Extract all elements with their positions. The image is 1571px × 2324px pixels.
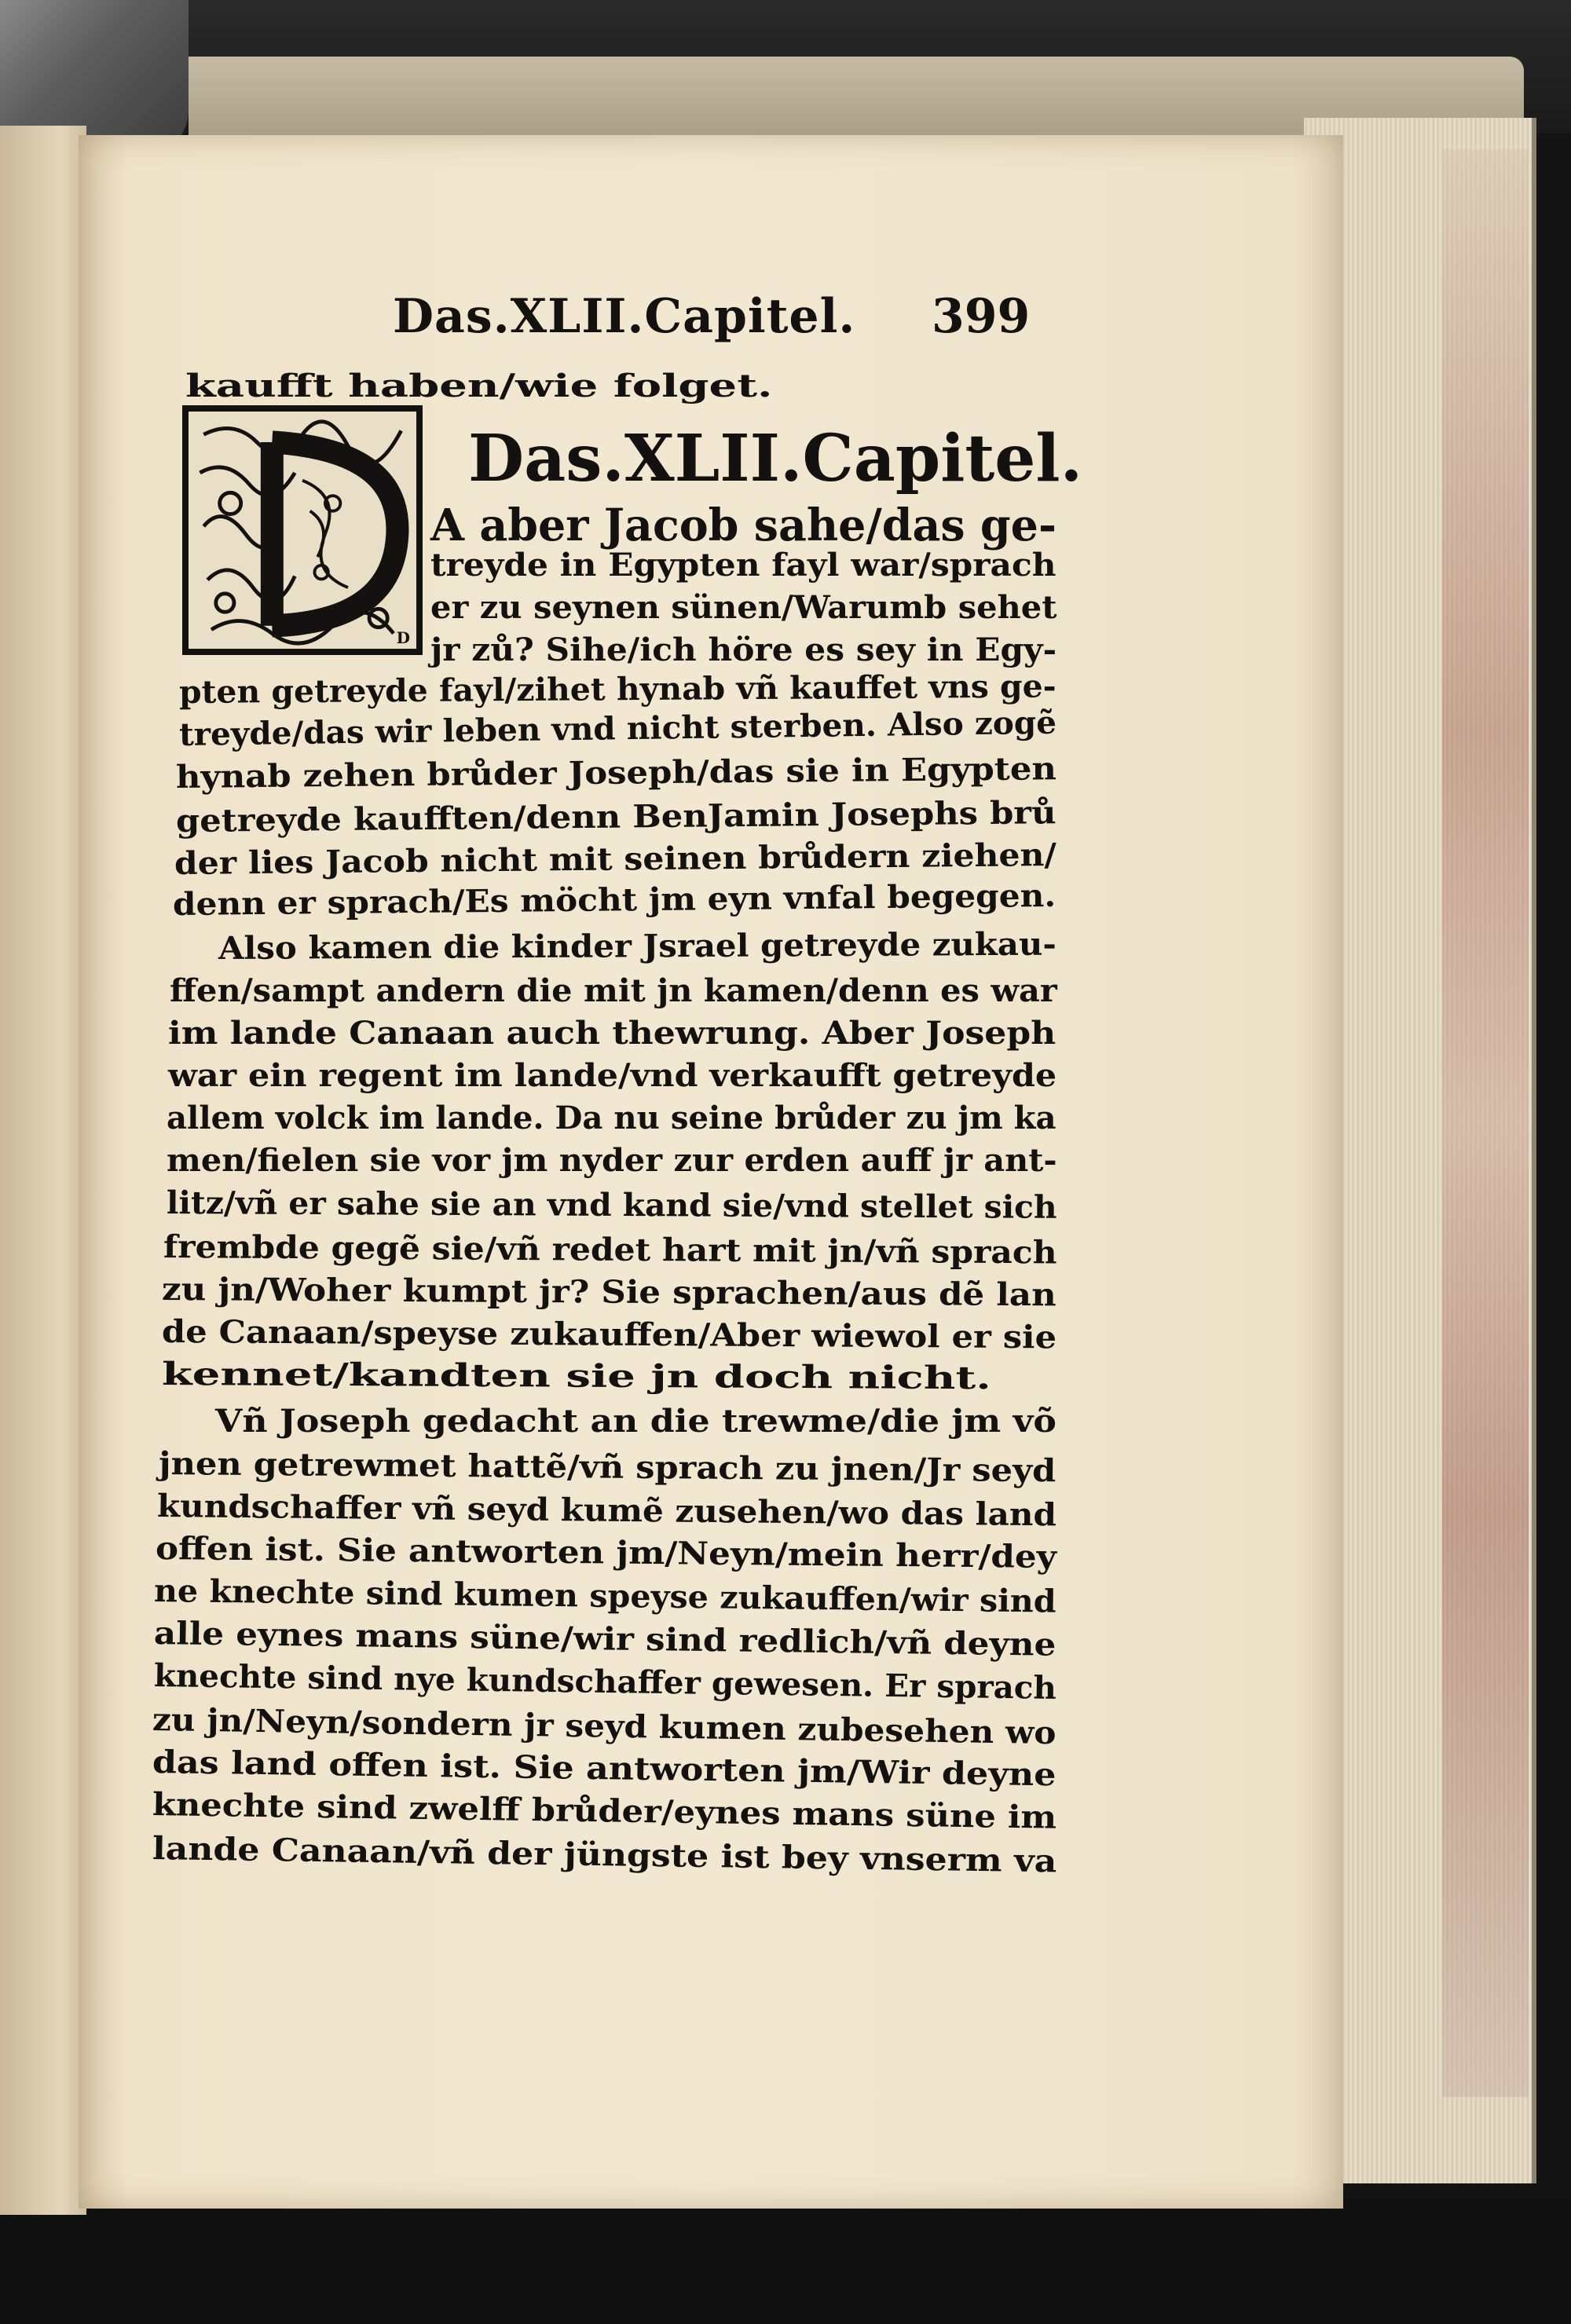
background-bottom bbox=[0, 2199, 1571, 2324]
text-line: getreyde kaufften/denn BenJamin Josephs brů bbox=[175, 794, 1056, 840]
text-line: das land offen ist. Sie antworten jm/Wir deyne bbox=[152, 1744, 1056, 1794]
text-line: jr zů? Sihe/ich höre es sey in Egy- bbox=[430, 631, 1057, 668]
text-line: pten getreyde fayl/zihet hynab vñ kauffet vns ge- bbox=[178, 668, 1056, 711]
text-line: hynab zehen brůder Joseph/das sie in Egypten bbox=[175, 750, 1057, 796]
text-line: denn er sprach/Es möcht jm eyn vnfal begegen. bbox=[172, 877, 1056, 923]
text-line: jnen getrewmet hattẽ/vñ sprach zu jnen/Jr seyd bbox=[158, 1445, 1056, 1490]
text-line: er zu seynen sünen/Warumb sehet bbox=[430, 589, 1057, 626]
text-line: treyde in Egypten fayl war/sprach bbox=[430, 547, 1056, 584]
text-line: A aber Jacob sahe/das ge- bbox=[430, 500, 1056, 551]
text-line: alle eynes mans süne/wir sind redlich/vñ deyne bbox=[153, 1615, 1056, 1663]
text-line: war ein regent im lande/vnd verkaufft getreyde bbox=[168, 1057, 1057, 1094]
chapter-title: Das.XLII.Capitel. bbox=[468, 421, 1083, 496]
text-line: men/fielen sie vor jm nyder zur erden auff jr ant- bbox=[167, 1142, 1057, 1179]
text-line: kundschaffer vñ seyd kumẽ zusehen/wo das land bbox=[156, 1488, 1057, 1534]
catchline: kaufft haben/wie folget. bbox=[185, 368, 773, 404]
text-line: allem volck im lande. Da nu seine brůder zu jm ka bbox=[167, 1100, 1056, 1136]
text-line: lande Canaan/vñ der jüngste ist bey vnserm va bbox=[152, 1830, 1057, 1880]
text-line: de Canaan/speyse zukauffen/Aber wiewol er sie bbox=[161, 1313, 1057, 1356]
text-line: frembde gegẽ sie/vñ redet hart mit jn/vñ sprach bbox=[163, 1228, 1057, 1272]
text-line: offen ist. Sie antworten jm/Neyn/mein herr/dey bbox=[155, 1530, 1057, 1576]
text-line: treyde/das wir leben vnd nicht sterben. Also zogẽ bbox=[178, 704, 1057, 753]
decorated-initial bbox=[182, 405, 423, 655]
text-line: knechte sind nye kundschaffer gewesen. Er sprach bbox=[153, 1657, 1057, 1707]
text-line: ne knechte sind kumen speyse zukauffen/wir sind bbox=[153, 1572, 1056, 1620]
running-head: Das.XLII.Capitel. bbox=[393, 289, 856, 344]
text-line: ffen/sampt andern die mit jn kamen/denn es war bbox=[170, 972, 1057, 1009]
text-line: knechte sind zwelff brůder/eynes mans süne im bbox=[152, 1786, 1057, 1836]
text-line: zu jn/Woher kumpt jr? Sie sprachen/aus dẽ lan bbox=[161, 1271, 1056, 1314]
previous-page-edge bbox=[0, 126, 86, 2215]
folio-number: 399 bbox=[932, 289, 1031, 344]
text-line: zu jn/Neyn/sondern jr seyd kumen zubesehen wo bbox=[152, 1701, 1056, 1752]
fore-edge-stain bbox=[1442, 149, 1529, 2097]
text-line: im lande Canaan auch thewrung. Aber Joseph bbox=[168, 1015, 1056, 1052]
initial-letter-text: D bbox=[396, 628, 410, 647]
text-line: kennet/kandten sie jn doch nicht. bbox=[161, 1356, 992, 1397]
text-line: Also kamen die kinder Jsrael getreyde zukau- bbox=[218, 925, 1056, 967]
text-line: litz/vñ er sahe sie an vnd kand sie/vnd stellet sich bbox=[166, 1184, 1057, 1226]
text-line: der lies Jacob nicht mit seinen brůdern ziehen/ bbox=[174, 836, 1057, 882]
text-line: Vñ Joseph gedacht an die trewme/die jm võ bbox=[215, 1403, 1056, 1440]
decorated-initial-art bbox=[189, 412, 416, 649]
